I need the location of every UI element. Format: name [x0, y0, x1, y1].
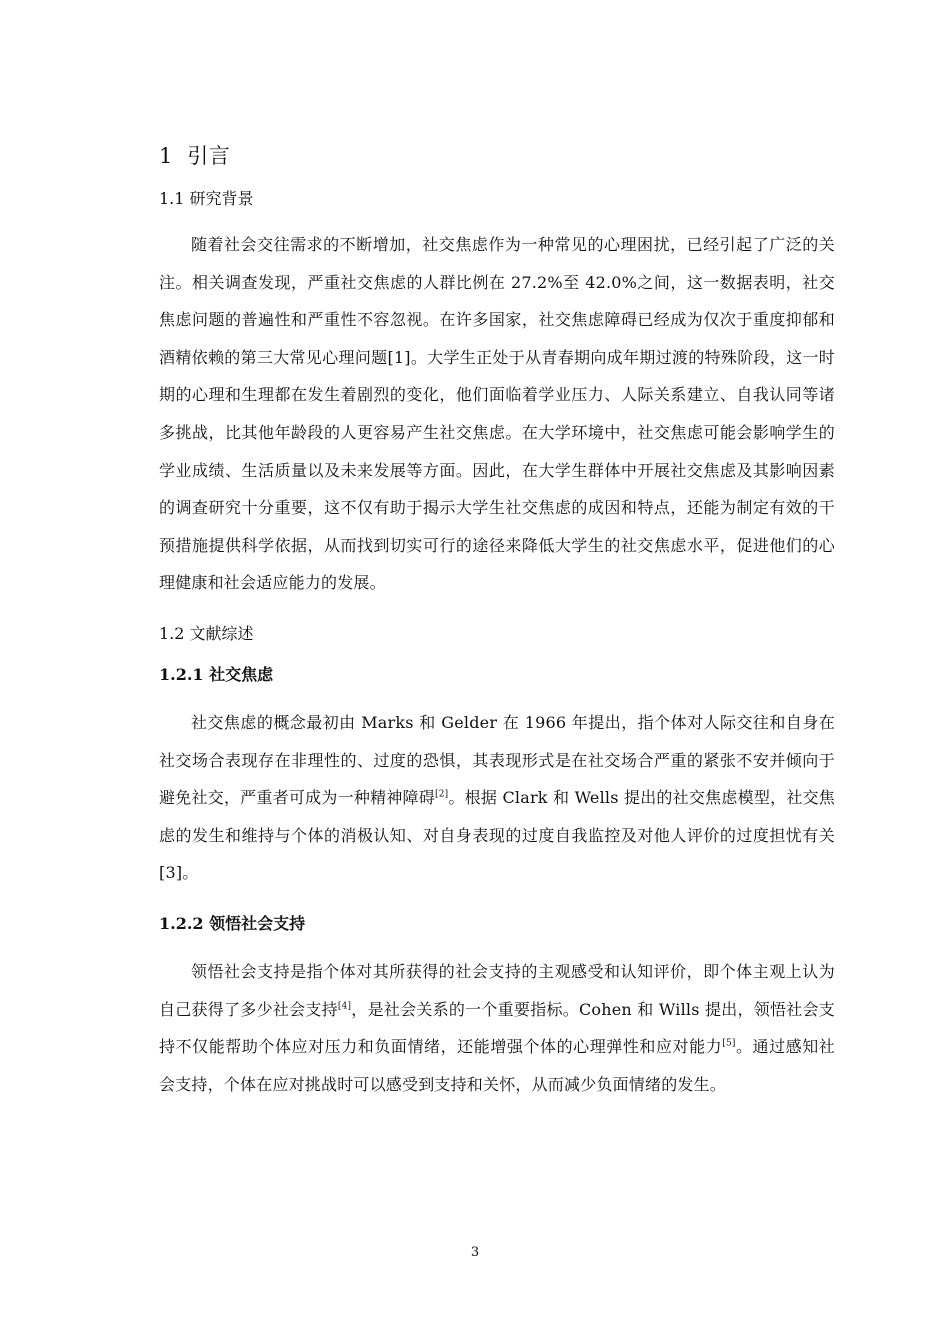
- citation-superscript: [5]: [722, 1038, 736, 1049]
- paragraph-social-anxiety: [159, 704, 835, 892]
- section-heading-1-2: 1.2 文献综述: [159, 623, 254, 643]
- citation-superscript: [2]: [435, 789, 449, 800]
- paragraph-text: 社交焦虑的概念最初由 Marks 和 Gelder 在 1966 年提出，指个体对人际交往和自身在社交场合表现存在非理性的、过度的恐惧，其表现形式是在社交场合严重的紧张不安并倾向于避免社交，严重者可成为一种精神障碍: [159, 712, 835, 808]
- chapter-title: 引言: [187, 144, 231, 168]
- paragraph-text: 领悟社会支持是指个体对其所获得的社会支持的主观感受和认知评价，即个体主观上认为自己获得了多少社会支持: [159, 961, 835, 1019]
- page-content: [159, 140, 835, 1103]
- paragraph-text: 。根据 Clark 和 Wells 提出的社交焦虑模型，社交焦虑的发生和维持与个体的消极认知、对自身表现的过度自我监控及对他人评价的过度担忧有关[3]。: [159, 788, 836, 883]
- citation-superscript: [4]: [337, 1001, 352, 1012]
- chapter-number: 1: [159, 144, 173, 168]
- subsection-heading-1-2-2: 1.2.2 领悟社会支持: [159, 913, 306, 933]
- section-heading-1-1: 1.1 研究背景: [159, 189, 254, 208]
- chapter-heading: [159, 140, 835, 172]
- page-number: 3: [470, 1245, 480, 1260]
- paragraph-perceived-social-support: [159, 953, 835, 1103]
- subsection-heading-1-2-1: 1.2.1 社交焦虑: [159, 664, 274, 684]
- paragraph-text: ，是社会关系的一个重要指标。Cohen 和 Wills 提出，领悟社会支持不仅能帮助个体应对压力和负面情绪，还能增强个体的心理弹性和应对能力: [159, 999, 836, 1057]
- paragraph-research-background: 随着社会交往需求的不断增加，社交焦虑作为一种常见的心理困扰，已经引起了广泛的关注。相关调查发现，严重社交焦虑的人群比例在 27.2%至 42.0%之间，这一数据表明，社交焦虑问题的普遍性和严重性不容忽视。在许多国家，社交焦虑障碍已经成为仅次于重度抑郁和酒精依赖的第三大常见心理问题[1]。大学生正处于从青春期向成年期过渡的特殊阶段，这一时期的心理和生理都在发生着剧烈的变化，他们面临着学业压力、人际关系建立、自我认同等诸多挑战，比其他年龄段的人更容易产生社交焦虑。在大学环境中，社交焦虑可能会影响学生的学业成绩、生活质量以及未来发展等方面。因此，在大学生群体中开展社交焦虑及其影响因素的调查研究十分重要，这不仅有助于揭示大学生社交焦虑的成因和特点，还能为制定有效的干预措施提供科学依据，从而找到切实可行的途径来降低大学生的社交焦虑水平，促进他们的心理健康和社会适应能力的发展。: [159, 235, 835, 593]
- paragraph-text: 。通过感知社会支持，个体在应对挑战时可以感受到支持和关怀，从而减少负面情绪的发生。: [159, 1037, 835, 1094]
